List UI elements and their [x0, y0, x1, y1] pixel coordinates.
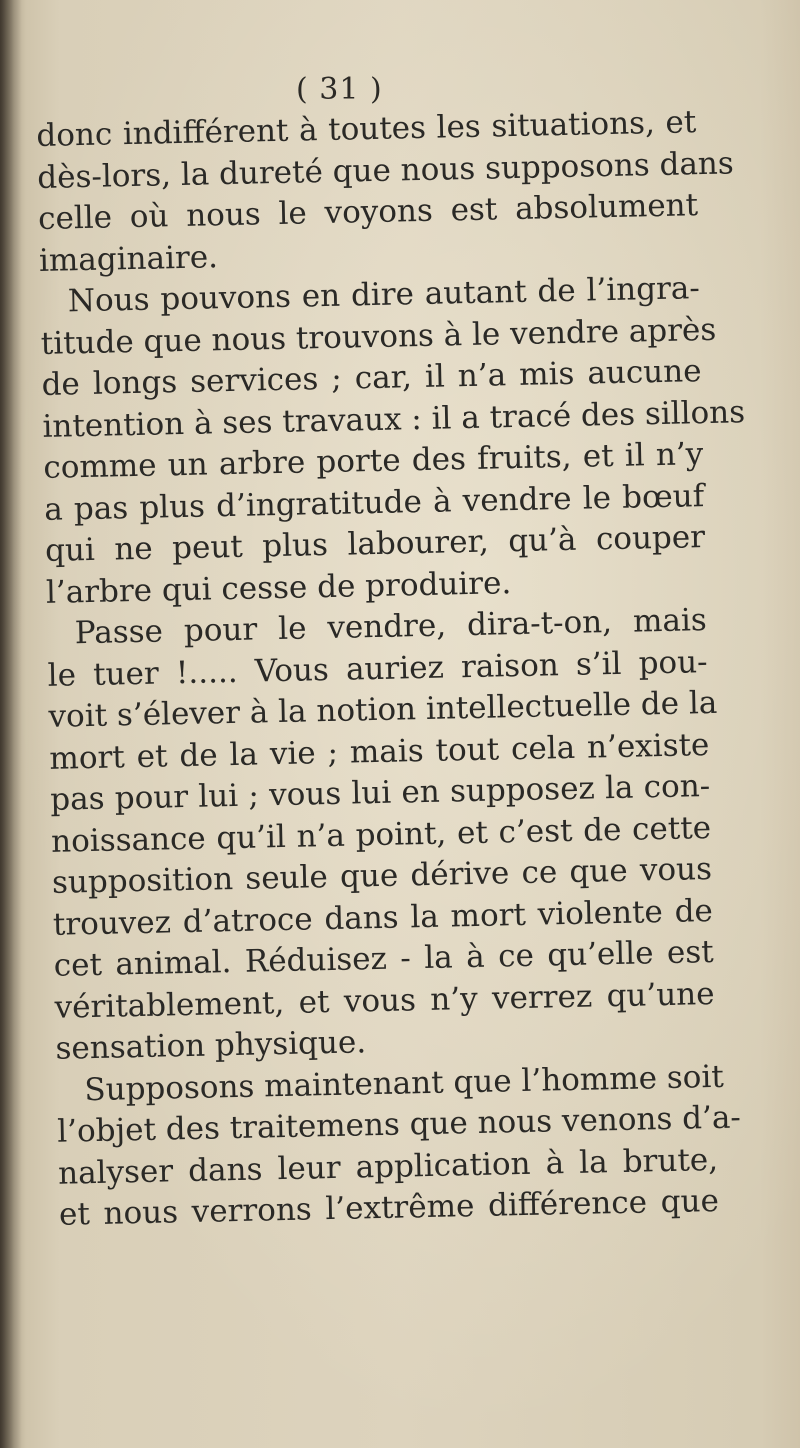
text-line: Passe pour le vendre, dira-t-on, mais: [74, 602, 708, 652]
text-line: dès-lors, la dureté que nous supposons dans: [36, 144, 735, 196]
binding-shadow: [0, 0, 22, 1448]
text-line: nalyser dans leur application à la brute,: [57, 1141, 719, 1192]
text-line: noissance qu’il n’a point, et c’est de cette: [50, 809, 712, 860]
text-line: l’objet des traitemens que nous venons d’a-: [56, 1099, 742, 1150]
text-line: Supposons maintenant que l’homme soit: [84, 1058, 725, 1108]
text-line: celle où nous le voyons est absolument: [37, 187, 699, 237]
text-line: imaginaire.: [38, 238, 219, 279]
page-number: ( 31 ): [296, 72, 383, 107]
text-line: titude que nous trouvons à le vendre après: [40, 311, 717, 362]
text-line: mort et de la vie ; mais tout cela n’existe: [49, 726, 710, 777]
text-line: intention à ses travaux : il a tracé des sillons: [42, 393, 746, 445]
text-line: comme un arbre porte des fruits, et il n’y: [42, 436, 704, 486]
text-line: a pas plus d’ingratitude à vendre le bœuf: [43, 477, 705, 528]
text-line: pas pour lui ; vous lui en supposez la con-: [49, 768, 711, 818]
text-line: qui ne peut plus labourer, qu’à couper: [44, 519, 706, 569]
text-line: trouvez d’atroce dans la mort violente de: [52, 892, 714, 943]
text-line: supposition seule que dérive ce que vous: [51, 851, 713, 901]
text-line: voit s’élever à la notion intellectuelle de la: [48, 684, 718, 735]
text-line: l’arbre qui cesse de produire.: [45, 564, 512, 611]
body-text: [36, 102, 746, 1236]
text-line: cet animal. Réduisez - la à ce qu’elle est: [53, 933, 715, 984]
text-line: sensation physique.: [55, 1024, 367, 1067]
text-line: de longs services ; car, il n’a mis aucune: [41, 353, 702, 403]
text-line: véritablement, et vous n’y verrez qu’une: [54, 975, 715, 1026]
text-line: donc indifférent à toutes les situations, et: [36, 104, 697, 154]
text-line: et nous verrons l’extrême différence que: [58, 1182, 720, 1233]
text-line: le tuer !..... Vous auriez raison s’il pou-: [47, 643, 708, 694]
text-line: Nous pouvons en dire autant de l’ingra-: [67, 270, 701, 320]
